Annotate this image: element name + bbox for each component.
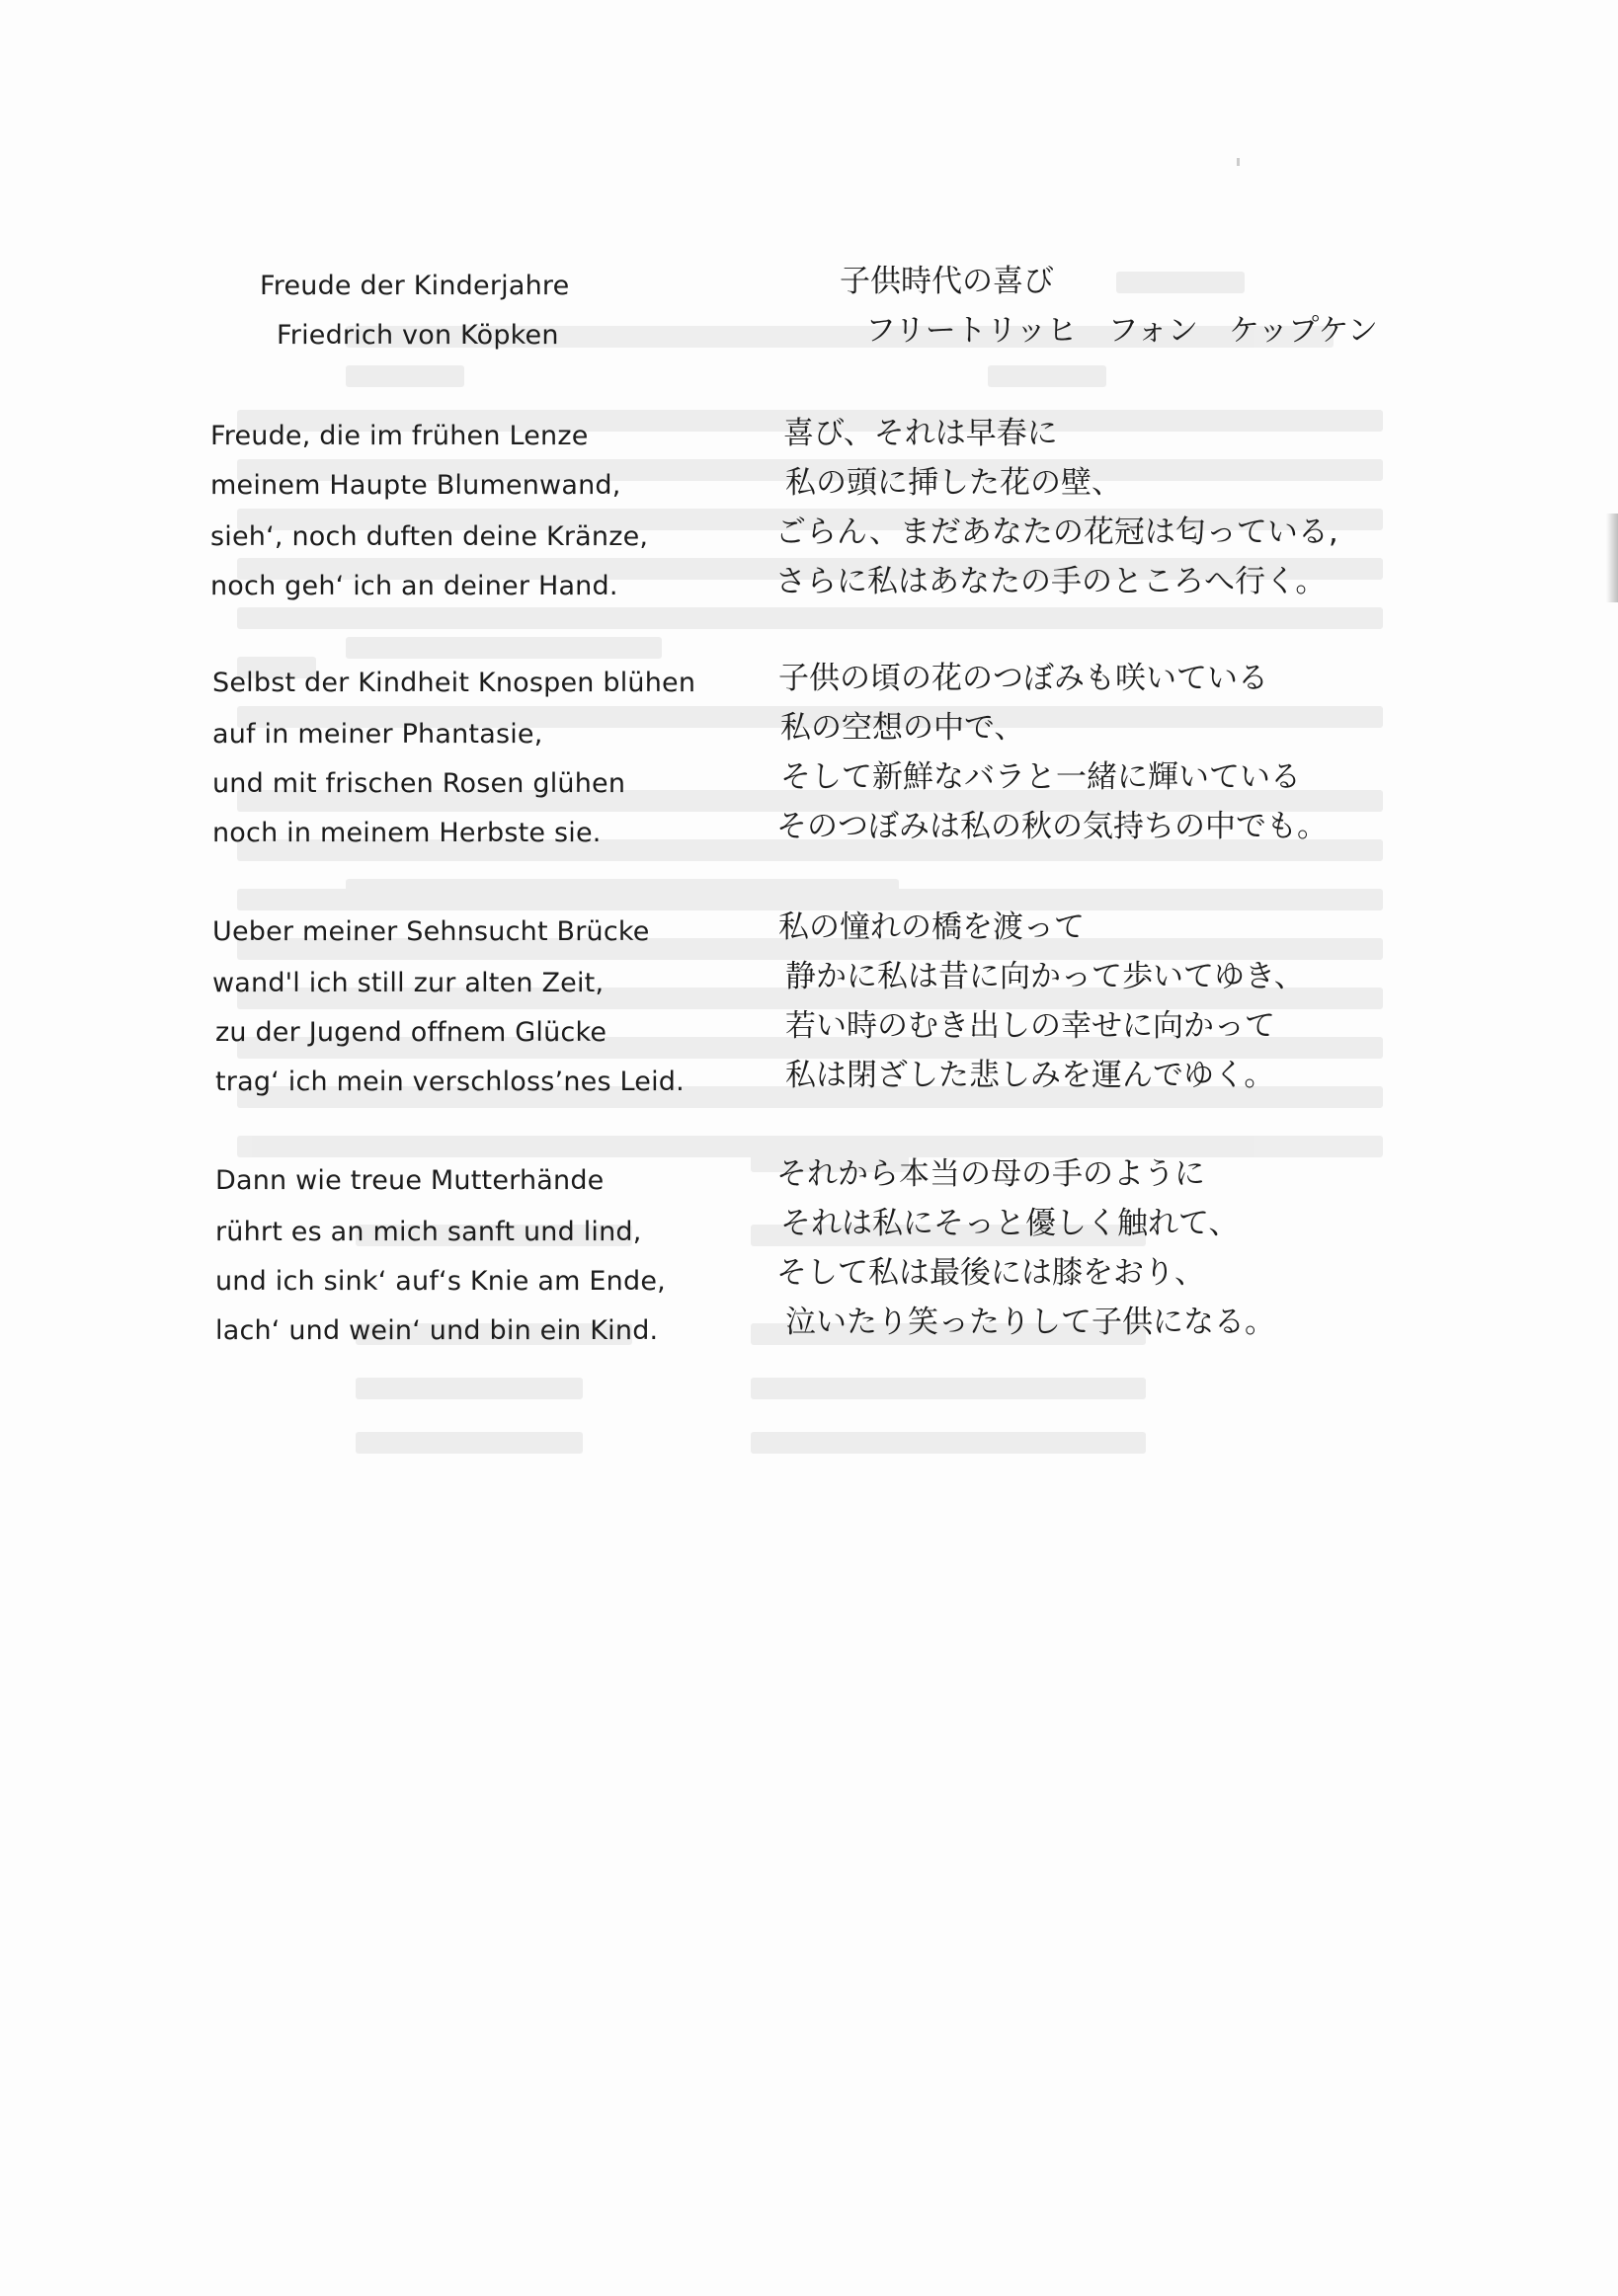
author-japanese: フリートリッヒ フォン ケップケン [865, 313, 1378, 349]
stanza-1-line-3-japanese: ごらん、まだあなたの花冠は匂っている, [775, 515, 1338, 550]
stanza-3-line-4-german: trag‘ ich mein verschloss’nes Leid. [215, 1067, 685, 1097]
stanza-3-line-4-japanese: 私は閉ざした悲しみを運んでゆく。 [785, 1058, 1275, 1093]
stanza-4-line-4-german: lach‘ und wein‘ und bin ein Kind. [215, 1315, 659, 1346]
stanza-1-line-2-german: meinem Haupte Blumenwand, [210, 470, 621, 501]
stanza-3-line-1-japanese: 私の憧れの橋を渡って [778, 910, 1085, 945]
stanza-3-line-2-german: wand'l ich still zur alten Zeit, [212, 968, 605, 998]
poem-title-japanese: 子供時代の喜び [840, 264, 1054, 299]
stanza-2-line-3-german: und mit frischen Rosen glühen [212, 768, 626, 799]
stanza-3-line-3-german: zu der Jugend offnem Glücke [215, 1017, 607, 1048]
poem-title-german: Freude der Kinderjahre [260, 271, 570, 301]
stanza-1-line-1-japanese: 喜び、それは早春に [783, 416, 1058, 451]
scan-edge-mark [1606, 514, 1618, 602]
stanza-2-line-1-japanese: 子供の頃の花のつぼみも咲いている [778, 661, 1268, 696]
stanza-4-line-3-japanese: そして私は最後には膝をおり、 [776, 1255, 1205, 1291]
stanza-1-line-4-german: noch geh‘ ich an deiner Hand. [210, 571, 618, 601]
stanza-2-line-2-german: auf in meiner Phantasie, [212, 719, 543, 750]
stanza-2-line-2-japanese: 私の空想の中で、 [780, 710, 1025, 746]
stanza-3-line-1-german: Ueber meiner Sehnsucht Brücke [212, 916, 650, 947]
stanza-2-line-4-japanese: そのつぼみは私の秋の気持ちの中でも。 [776, 809, 1328, 844]
page-mark [1237, 158, 1240, 166]
stanza-2-line-3-japanese: そして新鮮なバラと一緒に輝いている [780, 759, 1301, 795]
stanza-1-line-1-german: Freude, die im frühen Lenze [210, 421, 589, 451]
author-german: Friedrich von Köpken [277, 320, 559, 351]
stanza-3-line-2-japanese: 静かに私は昔に向かって歩いてゆき、 [785, 959, 1305, 994]
stanza-4-line-2-german: rührt es an mich sanft und lind, [215, 1217, 642, 1247]
stanza-1-line-4-japanese: さらに私はあなたの手のところへ行く。 [775, 564, 1327, 599]
stanza-4-line-3-german: und ich sink‘ auf‘s Knie am Ende, [215, 1266, 666, 1297]
stanza-2-line-4-german: noch in meinem Herbste sie. [212, 818, 602, 848]
stanza-4-line-2-japanese: それは私にそっと優しく触れて、 [780, 1206, 1240, 1241]
stanza-1-line-3-german: sieh‘, noch duften deine Kränze, [210, 521, 649, 552]
stanza-4-line-4-japanese: 泣いたり笑ったりして子供になる。 [785, 1305, 1275, 1340]
stanza-4-line-1-japanese: それから本当の母の手のように [776, 1156, 1205, 1192]
stanza-1-line-2-japanese: 私の頭に挿した花の壁、 [785, 465, 1122, 501]
stanza-2-line-1-german: Selbst der Kindheit Knospen blühen [212, 668, 696, 698]
stanza-3-line-3-japanese: 若い時のむき出しの幸せに向かって [785, 1008, 1275, 1044]
stanza-4-line-1-german: Dann wie treue Mutterhände [215, 1165, 605, 1196]
